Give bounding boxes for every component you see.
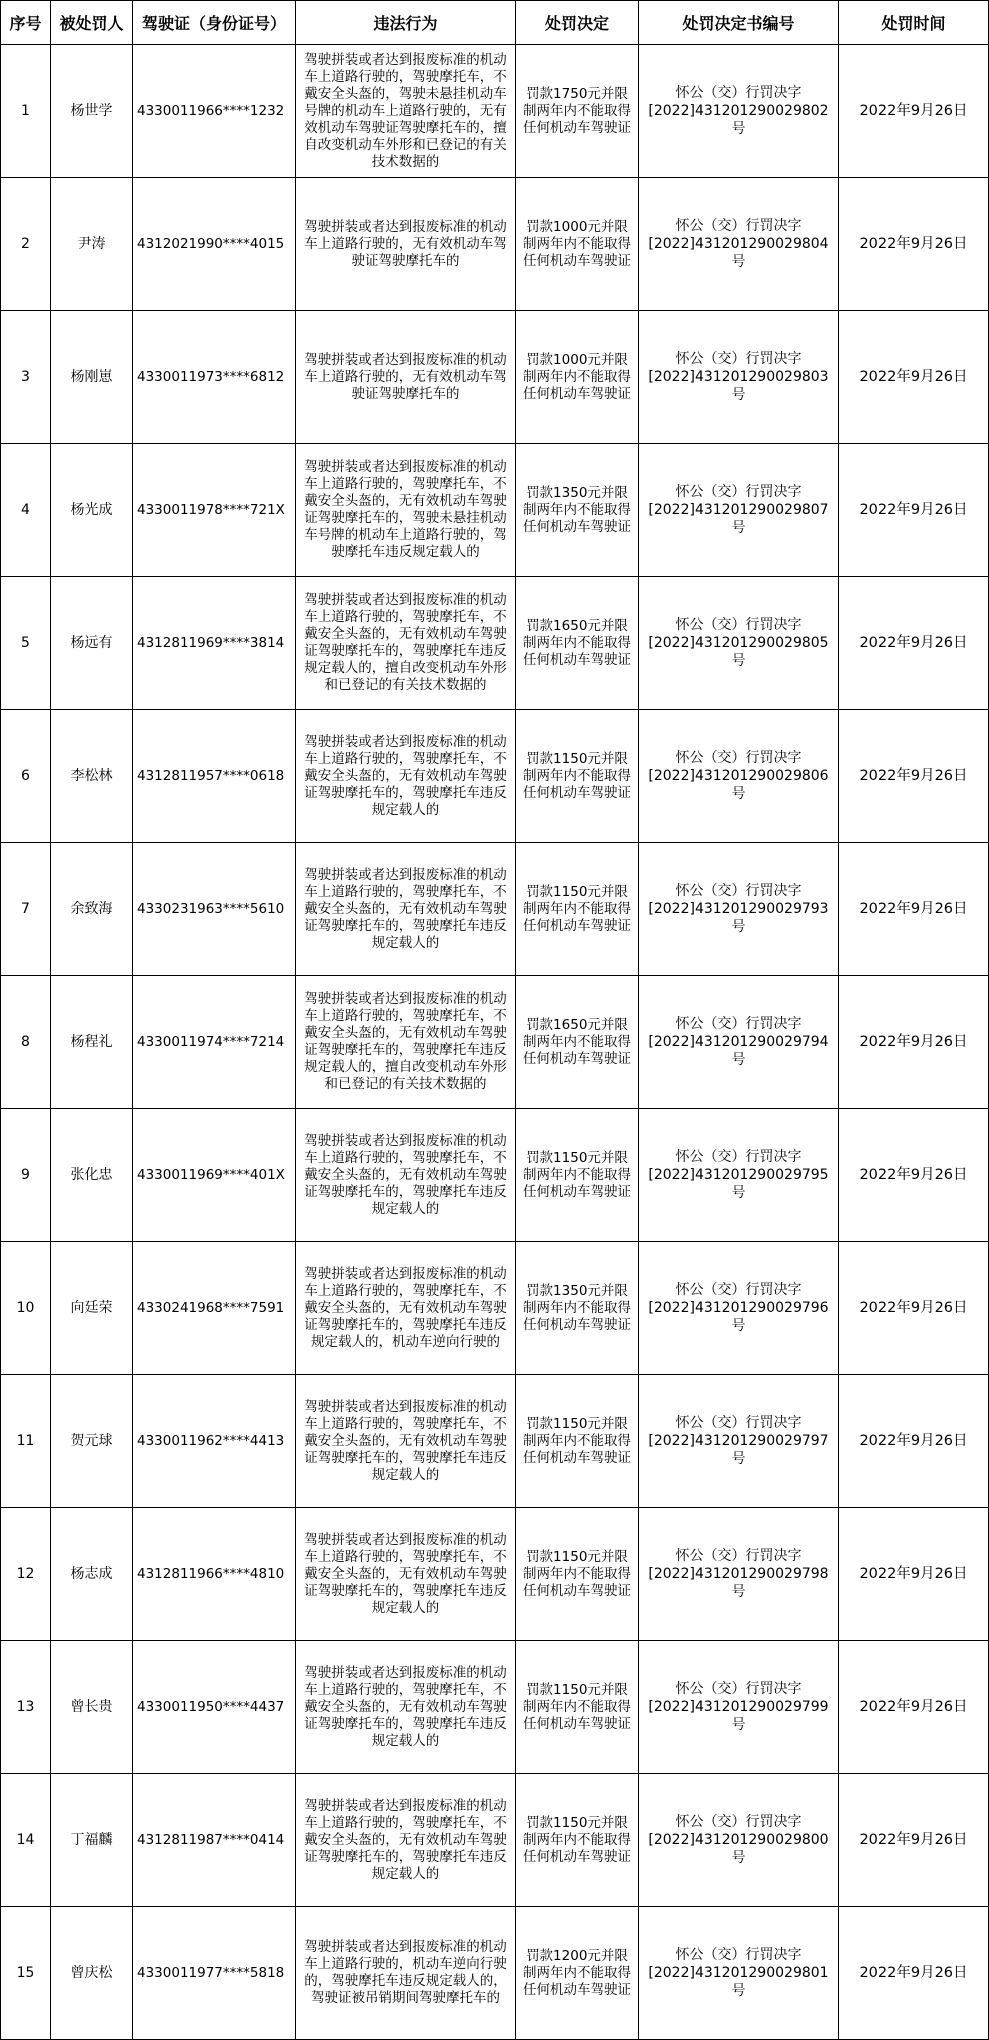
cell-decision: 罚款1650元并限制两年内不能取得任何机动车驾驶证 — [516, 577, 639, 710]
cell-time: 2022年9月26日 — [839, 311, 989, 444]
decision-code-line2: [2022]431201290029805号 — [648, 635, 829, 669]
cell-id: 4330011974****7214 — [133, 976, 296, 1109]
cell-name: 张化忠 — [51, 1109, 133, 1242]
table-row — [1, 1508, 989, 1641]
cell-name: 曾庆松 — [51, 1907, 133, 2040]
decision-code-line1: 怀公（交）行罚决字 — [675, 750, 802, 766]
cell-time: 2022年9月26日 — [839, 1242, 989, 1375]
table-row — [1, 45, 989, 178]
table-row — [1, 843, 989, 976]
cell-decision-code — [639, 1907, 839, 2040]
table-row — [1, 311, 989, 444]
decision-code-line1: 怀公（交）行罚决字 — [675, 617, 802, 633]
cell-id: 4312811966****4810 — [133, 1508, 296, 1641]
decision-code-line2: [2022]431201290029794号 — [648, 1034, 829, 1068]
cell-violation: 驾驶拼装或者达到报废标准的机动车上道路行驶的，驾驶摩托车，不戴安全头盔的，无有效机动车驾驶证驾驶摩托车的，驾驶摩托车违反规定载人的 — [296, 843, 516, 976]
cell-name: 杨程礼 — [51, 976, 133, 1109]
cell-time: 2022年9月26日 — [839, 1641, 989, 1774]
decision-code-line1: 怀公（交）行罚决字 — [675, 484, 802, 500]
cell-no: 11 — [1, 1375, 51, 1508]
cell-no: 10 — [1, 1242, 51, 1375]
cell-violation: 驾驶拼装或者达到报废标准的机动车上道路行驶的，无有效机动车驾驶证驾驶摩托车的 — [296, 311, 516, 444]
decision-code-line1: 怀公（交）行罚决字 — [675, 1149, 802, 1165]
cell-name: 余致海 — [51, 843, 133, 976]
decision-code-line1: 怀公（交）行罚决字 — [675, 218, 802, 234]
cell-no: 4 — [1, 444, 51, 577]
cell-no: 2 — [1, 178, 51, 311]
col-header-time: 处罚时间 — [839, 1, 989, 45]
cell-name: 杨刚崽 — [51, 311, 133, 444]
cell-decision-code — [639, 577, 839, 710]
cell-decision: 罚款1200元并限制两年内不能取得任何机动车驾驶证 — [516, 1907, 639, 2040]
cell-violation: 驾驶拼装或者达到报废标准的机动车上道路行驶的，驾驶摩托车，不戴安全头盔的，无有效机动车驾驶证驾驶摩托车的，驾驶摩托车违反规定载人的 — [296, 1109, 516, 1242]
cell-no: 14 — [1, 1774, 51, 1907]
cell-violation: 驾驶拼装或者达到报废标准的机动车上道路行驶的，驾驶摩托车，不戴安全头盔的，无有效机动车驾驶证驾驶摩托车的，驾驶摩托车违反规定载人的，机动车逆向行驶的 — [296, 1242, 516, 1375]
cell-no: 15 — [1, 1907, 51, 2040]
cell-name: 杨志成 — [51, 1508, 133, 1641]
cell-violation: 驾驶拼装或者达到报废标准的机动车上道路行驶的，驾驶摩托车，不戴安全头盔的，无有效机动车驾驶证驾驶摩托车的，驾驶未悬挂机动车号牌的机动车上道路行驶的，驾驶摩托车违反规定载人的 — [296, 444, 516, 577]
cell-id: 4312811987****0414 — [133, 1774, 296, 1907]
cell-id: 4330231963****5610 — [133, 843, 296, 976]
cell-violation: 驾驶拼装或者达到报废标准的机动车上道路行驶的，机动车逆向行驶的，驾驶摩托车违反规定载人的，驾驶证被吊销期间驾驶摩托车的 — [296, 1907, 516, 2040]
cell-violation: 驾驶拼装或者达到报废标准的机动车上道路行驶的，驾驶摩托车，不戴安全头盔的，无有效机动车驾驶证驾驶摩托车的，驾驶摩托车违反规定载人的 — [296, 1774, 516, 1907]
cell-decision: 罚款1000元并限制两年内不能取得任何机动车驾驶证 — [516, 311, 639, 444]
cell-id: 4330011969****401X — [133, 1109, 296, 1242]
decision-code-line2: [2022]431201290029799号 — [648, 1699, 829, 1733]
table-row — [1, 1242, 989, 1375]
cell-decision-code — [639, 444, 839, 577]
cell-time: 2022年9月26日 — [839, 178, 989, 311]
cell-decision-code — [639, 311, 839, 444]
cell-name: 杨远有 — [51, 577, 133, 710]
cell-name: 向廷荣 — [51, 1242, 133, 1375]
cell-id: 4312021990****4015 — [133, 178, 296, 311]
header-row — [1, 1, 989, 45]
cell-violation: 驾驶拼装或者达到报废标准的机动车上道路行驶的，驾驶摩托车，不戴安全头盔的，驾驶未悬挂机动车号牌的机动车上道路行驶的，无有效机动车驾驶证驾驶摩托车的，擅自改变机动车外形和已登记的有关技术数据的 — [296, 45, 516, 178]
cell-id: 4330011950****4437 — [133, 1641, 296, 1774]
decision-code-line1: 怀公（交）行罚决字 — [675, 351, 802, 367]
cell-decision-code — [639, 1242, 839, 1375]
cell-decision: 罚款1750元并限制两年内不能取得任何机动车驾驶证 — [516, 45, 639, 178]
decision-code-line2: [2022]431201290029807号 — [648, 502, 829, 536]
col-header-id: 驾驶证（身份证号） — [133, 1, 296, 45]
cell-time: 2022年9月26日 — [839, 45, 989, 178]
cell-time: 2022年9月26日 — [839, 1109, 989, 1242]
decision-code-line1: 怀公（交）行罚决字 — [675, 1282, 802, 1298]
decision-code-line2: [2022]431201290029801号 — [648, 1965, 829, 1999]
cell-id: 4312811969****3814 — [133, 577, 296, 710]
cell-decision: 罚款1150元并限制两年内不能取得任何机动车驾驶证 — [516, 710, 639, 843]
cell-id: 4330011977****5818 — [133, 1907, 296, 2040]
cell-decision-code — [639, 1109, 839, 1242]
table-row — [1, 1375, 989, 1508]
decision-code-line1: 怀公（交）行罚决字 — [675, 1016, 802, 1032]
decision-code-line2: [2022]431201290029796号 — [648, 1300, 829, 1334]
cell-time: 2022年9月26日 — [839, 1907, 989, 2040]
col-header-violation: 违法行为 — [296, 1, 516, 45]
cell-violation: 驾驶拼装或者达到报废标准的机动车上道路行驶的，驾驶摩托车，不戴安全头盔的，无有效机动车驾驶证驾驶摩托车的，驾驶摩托车违反规定载人的 — [296, 1508, 516, 1641]
table-row — [1, 178, 989, 311]
cell-violation: 驾驶拼装或者达到报废标准的机动车上道路行驶的，驾驶摩托车，不戴安全头盔的，无有效机动车驾驶证驾驶摩托车的，驾驶摩托车违反规定载人的，擅自改变机动车外形和已登记的有关技术数据的 — [296, 577, 516, 710]
cell-violation: 驾驶拼装或者达到报废标准的机动车上道路行驶的，驾驶摩托车，不戴安全头盔的，无有效机动车驾驶证驾驶摩托车的，驾驶摩托车违反规定载人的，擅自改变机动车外形和已登记的有关技术数据的 — [296, 976, 516, 1109]
cell-id: 4312811957****0618 — [133, 710, 296, 843]
decision-code-line1: 怀公（交）行罚决字 — [675, 1681, 802, 1697]
decision-code-line2: [2022]431201290029804号 — [648, 236, 829, 270]
decision-code-line2: [2022]431201290029797号 — [648, 1433, 829, 1467]
table-row — [1, 1109, 989, 1242]
decision-code-line1: 怀公（交）行罚决字 — [675, 1415, 802, 1431]
cell-decision-code — [639, 710, 839, 843]
cell-time: 2022年9月26日 — [839, 843, 989, 976]
cell-decision: 罚款1150元并限制两年内不能取得任何机动车驾驶证 — [516, 843, 639, 976]
cell-id: 4330011962****4413 — [133, 1375, 296, 1508]
cell-name: 杨世学 — [51, 45, 133, 178]
cell-name: 丁福麟 — [51, 1774, 133, 1907]
cell-decision-code — [639, 976, 839, 1109]
cell-violation: 驾驶拼装或者达到报废标准的机动车上道路行驶的，驾驶摩托车，不戴安全头盔的，无有效机动车驾驶证驾驶摩托车的，驾驶摩托车违反规定载人的 — [296, 710, 516, 843]
cell-no: 1 — [1, 45, 51, 178]
cell-time: 2022年9月26日 — [839, 1508, 989, 1641]
cell-time: 2022年9月26日 — [839, 444, 989, 577]
cell-decision: 罚款1350元并限制两年内不能取得任何机动车驾驶证 — [516, 1242, 639, 1375]
cell-decision: 罚款1150元并限制两年内不能取得任何机动车驾驶证 — [516, 1375, 639, 1508]
table-row — [1, 444, 989, 577]
table-row — [1, 1907, 989, 2040]
cell-id: 4330011973****6812 — [133, 311, 296, 444]
cell-no: 7 — [1, 843, 51, 976]
cell-name: 杨光成 — [51, 444, 133, 577]
cell-name: 曾长贵 — [51, 1641, 133, 1774]
cell-time: 2022年9月26日 — [839, 577, 989, 710]
cell-no: 6 — [1, 710, 51, 843]
table-row — [1, 710, 989, 843]
col-header-decision: 处罚决定 — [516, 1, 639, 45]
cell-no: 8 — [1, 976, 51, 1109]
table-row — [1, 976, 989, 1109]
decision-code-line2: [2022]431201290029798号 — [648, 1566, 829, 1600]
cell-no: 9 — [1, 1109, 51, 1242]
cell-decision: 罚款1150元并限制两年内不能取得任何机动车驾驶证 — [516, 1109, 639, 1242]
cell-id: 4330011978****721X — [133, 444, 296, 577]
cell-violation: 驾驶拼装或者达到报废标准的机动车上道路行驶的，驾驶摩托车，不戴安全头盔的，无有效机动车驾驶证驾驶摩托车的，驾驶摩托车违反规定载人的 — [296, 1641, 516, 1774]
decision-code-line2: [2022]431201290029793号 — [648, 901, 829, 935]
decision-code-line2: [2022]431201290029800号 — [648, 1832, 829, 1866]
cell-decision-code — [639, 178, 839, 311]
cell-time: 2022年9月26日 — [839, 976, 989, 1109]
table-row — [1, 1774, 989, 1907]
cell-id: 4330241968****7591 — [133, 1242, 296, 1375]
decision-code-line1: 怀公（交）行罚决字 — [675, 1548, 802, 1564]
cell-name: 尹涛 — [51, 178, 133, 311]
cell-no: 5 — [1, 577, 51, 710]
table-row — [1, 577, 989, 710]
decision-code-line1: 怀公（交）行罚决字 — [675, 883, 802, 899]
cell-no: 12 — [1, 1508, 51, 1641]
col-header-code: 处罚决定书编号 — [639, 1, 839, 45]
cell-time: 2022年9月26日 — [839, 1774, 989, 1907]
cell-time: 2022年9月26日 — [839, 1375, 989, 1508]
table-row — [1, 1641, 989, 1774]
cell-violation: 驾驶拼装或者达到报废标准的机动车上道路行驶的，无有效机动车驾驶证驾驶摩托车的 — [296, 178, 516, 311]
decision-code-line1: 怀公（交）行罚决字 — [675, 1947, 802, 1963]
decision-code-line2: [2022]431201290029802号 — [648, 103, 829, 137]
cell-time: 2022年9月26日 — [839, 710, 989, 843]
cell-decision-code — [639, 1508, 839, 1641]
cell-decision: 罚款1150元并限制两年内不能取得任何机动车驾驶证 — [516, 1774, 639, 1907]
cell-decision: 罚款1000元并限制两年内不能取得任何机动车驾驶证 — [516, 178, 639, 311]
decision-code-line2: [2022]431201290029795号 — [648, 1167, 829, 1201]
cell-decision: 罚款1350元并限制两年内不能取得任何机动车驾驶证 — [516, 444, 639, 577]
cell-decision: 罚款1150元并限制两年内不能取得任何机动车驾驶证 — [516, 1641, 639, 1774]
cell-decision-code — [639, 1375, 839, 1508]
cell-no: 13 — [1, 1641, 51, 1774]
cell-name: 李松林 — [51, 710, 133, 843]
cell-decision-code — [639, 45, 839, 178]
decision-code-line1: 怀公（交）行罚决字 — [675, 1814, 802, 1830]
cell-decision-code — [639, 1641, 839, 1774]
cell-id: 4330011966****1232 — [133, 45, 296, 178]
cell-decision: 罚款1150元并限制两年内不能取得任何机动车驾驶证 — [516, 1508, 639, 1641]
cell-name: 贺元球 — [51, 1375, 133, 1508]
cell-violation: 驾驶拼装或者达到报废标准的机动车上道路行驶的，驾驶摩托车，不戴安全头盔的，无有效机动车驾驶证驾驶摩托车的，驾驶摩托车违反规定载人的 — [296, 1375, 516, 1508]
decision-code-line1: 怀公（交）行罚决字 — [675, 85, 802, 101]
col-header-name: 被处罚人 — [51, 1, 133, 45]
decision-code-line2: [2022]431201290029806号 — [648, 768, 829, 802]
decision-code-line2: [2022]431201290029803号 — [648, 369, 829, 403]
cell-decision: 罚款1650元并限制两年内不能取得任何机动车驾驶证 — [516, 976, 639, 1109]
cell-decision-code — [639, 1774, 839, 1907]
cell-no: 3 — [1, 311, 51, 444]
cell-decision-code — [639, 843, 839, 976]
col-header-no: 序号 — [1, 1, 51, 45]
